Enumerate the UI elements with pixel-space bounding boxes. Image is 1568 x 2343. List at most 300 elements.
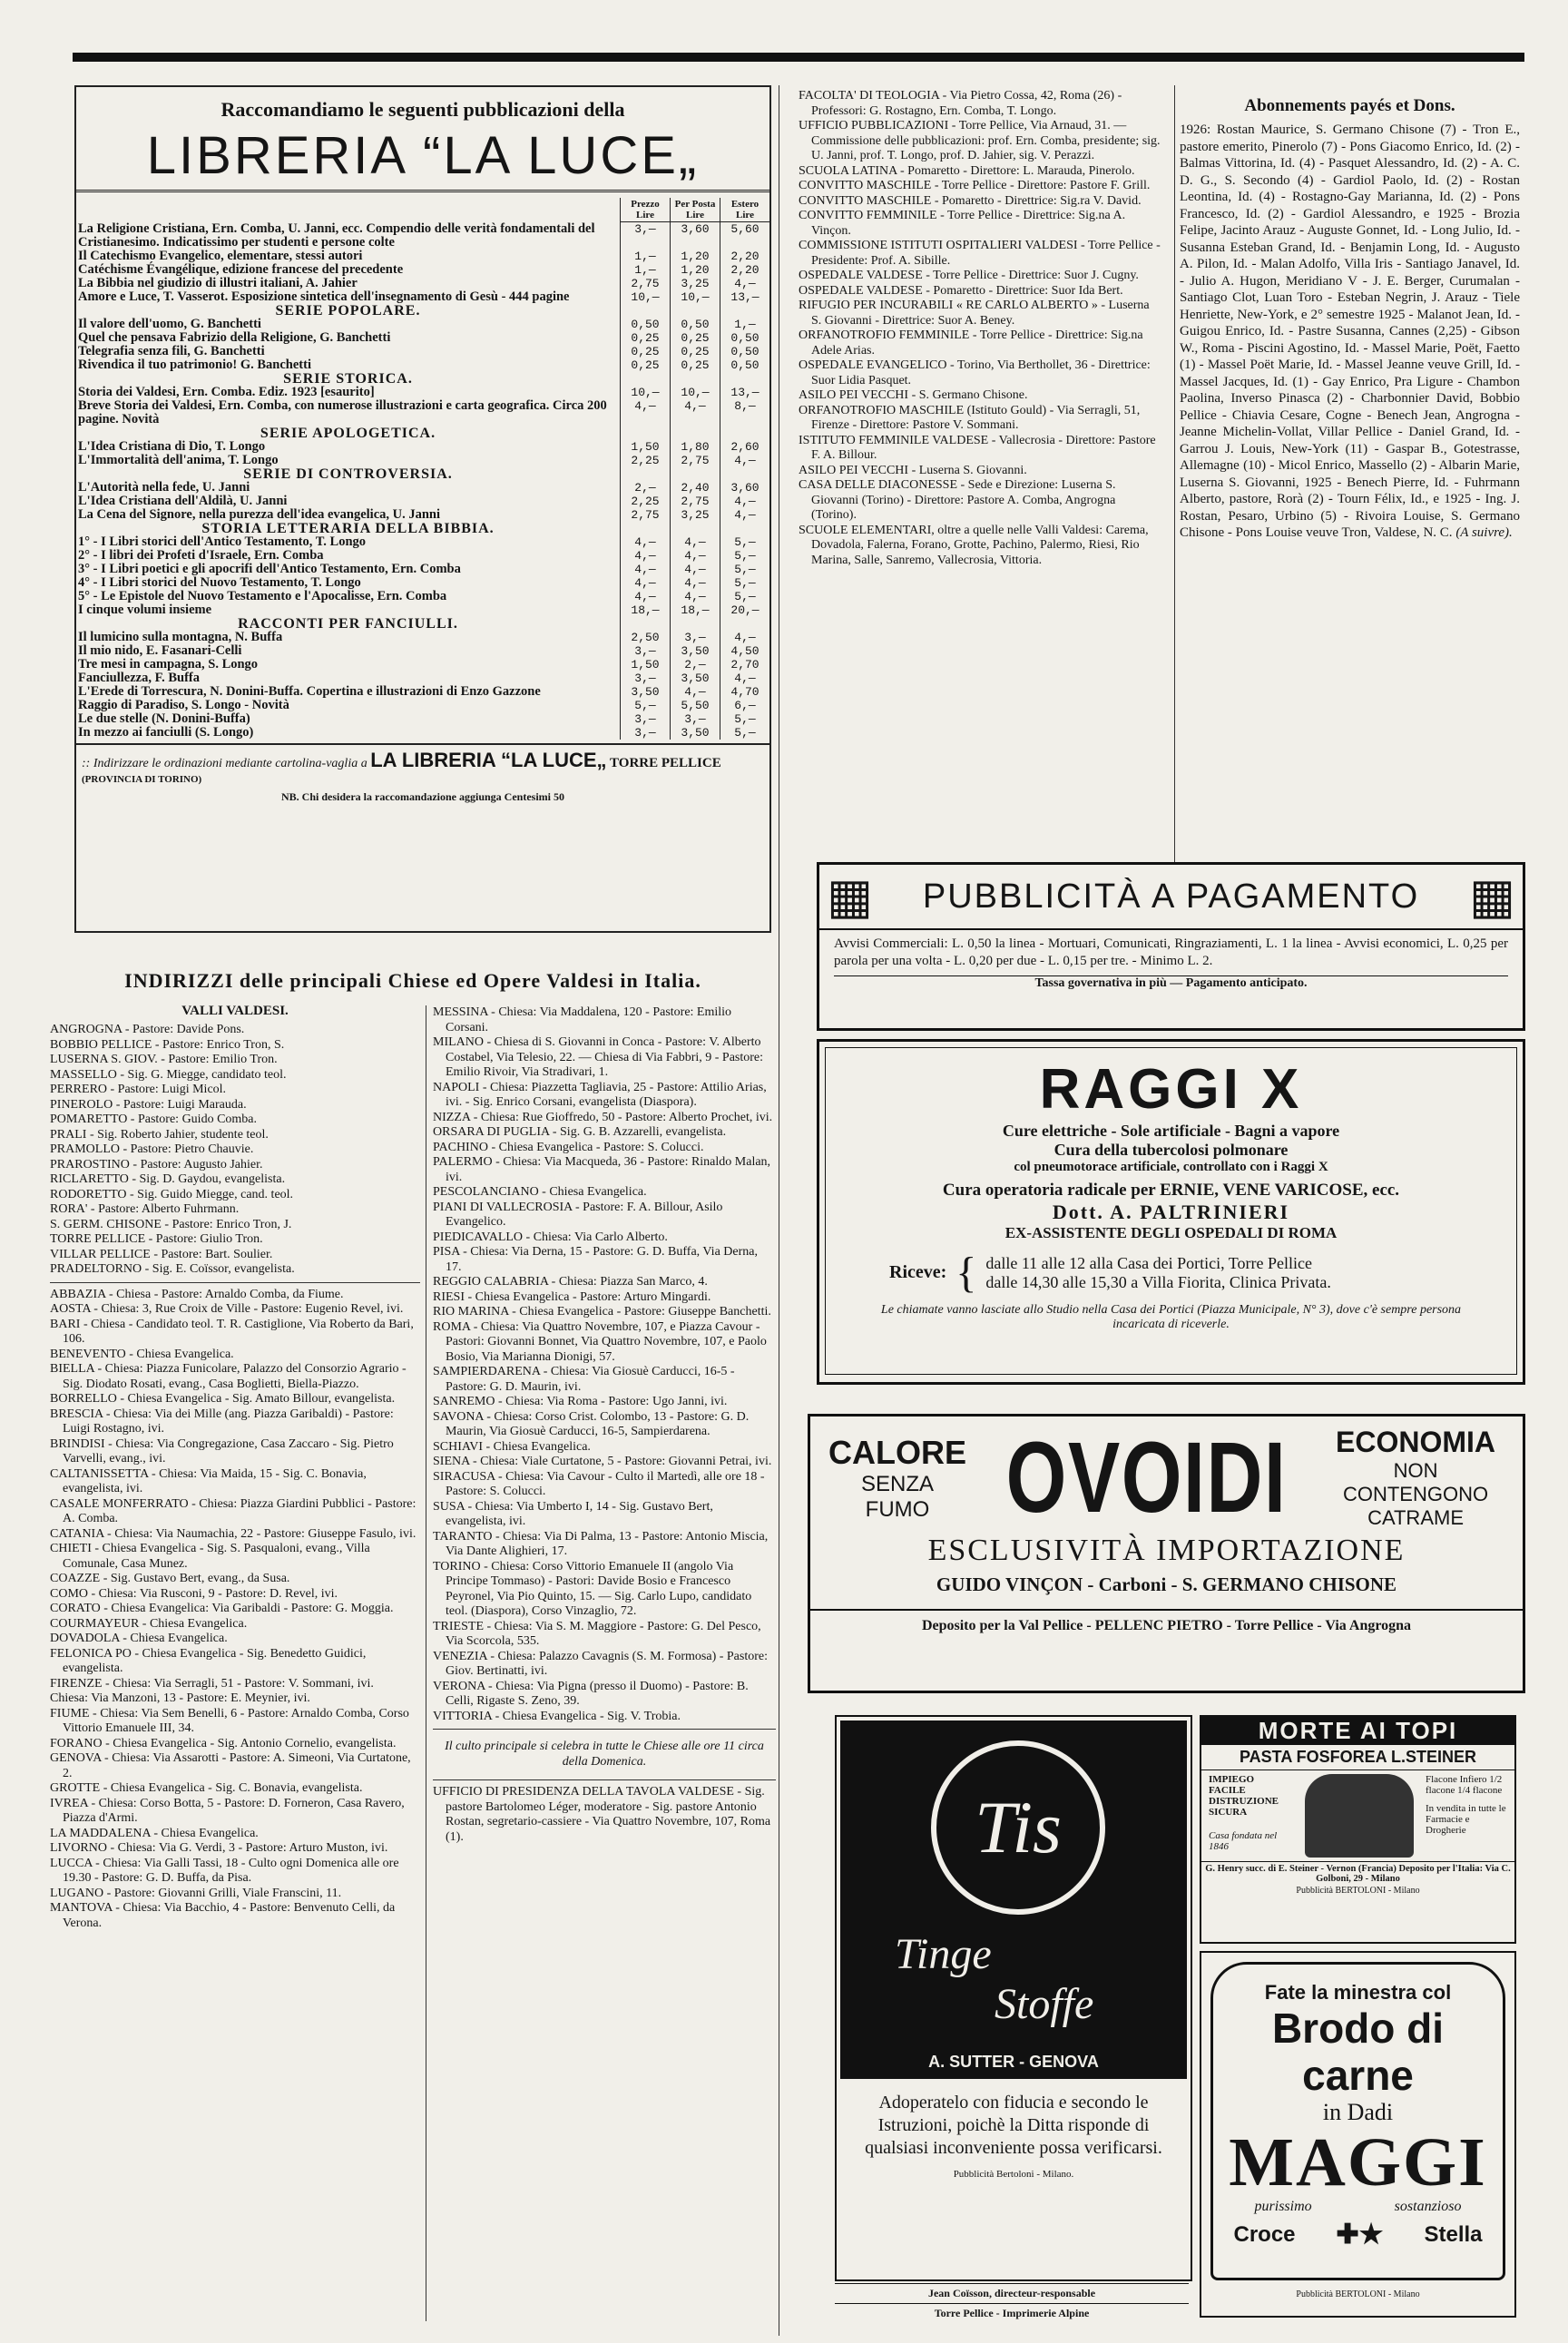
raggi-line-3: col pneumotorace artificiale, controllato con i Raggi X	[1014, 1160, 1328, 1174]
valli-entry: PERRERO - Pastore: Luigi Micol.	[50, 1083, 227, 1096]
price: 4,—	[671, 576, 720, 590]
price: 8,—	[720, 399, 770, 426]
price: 5,—	[720, 563, 770, 576]
chiesa-entry: COURMAYEUR - Chiesa Evangelica.	[50, 1616, 248, 1631]
chiesa-entry: RIESI - Chiesa Evangelica - Pastore: Arturo Mingardi.	[433, 1289, 711, 1304]
chiesa-entry: MESSINA - Chiesa: Via Maddalena, 120 - Pastore: Emilio Corsani.	[433, 1005, 732, 1034]
valli-entry: MASSELLO - Sig. G. Miegge, candidato teol.	[50, 1067, 287, 1082]
maggi-sostanzioso: sostanzioso	[1394, 2199, 1462, 2214]
chiesa-entry: BIELLA - Chiesa: Piazza Funicolare, Palazzo del Consorzio Agrario - Sig. Diodato Rosati, evang., Casa Boglietti, Biella-Piazzo.	[50, 1362, 407, 1391]
price: 5,—	[720, 726, 770, 740]
publication-row	[76, 672, 769, 685]
price: 2,75	[671, 454, 720, 467]
maggi-croce: Croce	[1233, 2221, 1296, 2247]
publication-row	[76, 549, 769, 563]
chiesa-entry: AOSTA - Chiesa: 3, Rue Croix de Ville - Pastore: Eugenio Revel, ivi.	[50, 1302, 404, 1316]
chiesa-entry: ORSARA DI PUGLIA - Sig. G. B. Azzarelli, evangelista.	[433, 1125, 727, 1139]
chiesa-entry: SIRACUSA - Chiesa: Via Cavour - Culto il Martedì, alle ore 18 - Pastore: S. Colucci.	[433, 1469, 765, 1498]
opera-entry: OSPEDALE VALDESE - Torre Pellice - Direttrice: Suor J. Cugny.	[799, 269, 1139, 282]
publication-row	[76, 250, 769, 263]
price: 0,50	[720, 345, 770, 358]
price: 3,50	[621, 685, 671, 699]
price: 3,—	[621, 726, 671, 740]
price: 4,—	[720, 277, 770, 290]
price: 3,50	[671, 644, 720, 658]
price: 0,25	[621, 358, 671, 372]
price: 2,—	[621, 481, 671, 495]
section-heading: STORIA LETTERARIA DELLA BIBBIA.	[201, 520, 495, 536]
publication-title: Il mio nido, E. Fasanari-Celli	[78, 642, 242, 658]
publication-row	[76, 712, 769, 726]
publication-row	[76, 277, 769, 290]
opera-entry: COMMISSIONE ISTITUTI OSPITALIERI VALDESI - Torre Pellice - Presidente: Prof. A. Sibille.	[799, 239, 1161, 268]
publication-title: L'Idea Cristiana dell'Aldilà, U. Janni	[78, 493, 288, 508]
topi-fondata: Casa fondata nel 1846	[1209, 1830, 1278, 1852]
publication-title: Breve Storia dei Valdesi, Ern. Comba, con numerose illustrazioni e carta geografica. Circa 200 pagine. Novità	[78, 397, 607, 426]
valli-entry: ANGROGNA - Pastore: Davide Pons.	[50, 1023, 245, 1036]
price: 0,50	[720, 331, 770, 345]
price: 3,—	[621, 222, 671, 250]
price: 4,—	[621, 590, 671, 603]
chiesa-entry: SCHIAVI - Chiesa Evangelica.	[433, 1439, 591, 1454]
valli-title: VALLI VALDESI.	[181, 1004, 289, 1018]
price: 3,—	[671, 631, 720, 644]
price: 4,—	[621, 563, 671, 576]
topi-title: MORTE AI TOPI	[1201, 1717, 1514, 1745]
chiesa-entry: SUSA - Chiesa: Via Umberto I, 14 - Sig. Gustavo Bert, evangelista, ivi.	[433, 1499, 713, 1528]
price: 2,25	[621, 495, 671, 508]
libreria-name: LA LIBRERIA “LA LUCE„	[370, 748, 607, 771]
publication-row	[76, 481, 769, 495]
chiesa-entry: NIZZA - Chiesa: Rue Gioffredo, 50 - Pastore: Alberto Prochet, ivi.	[433, 1110, 773, 1124]
valli-entry: RORA' - Pastore: Alberto Fuhrmann.	[50, 1202, 240, 1216]
price: 6,—	[720, 699, 770, 712]
publication-title: In mezzo ai fanciulli (S. Longo)	[78, 724, 254, 740]
price: 20,—	[720, 603, 770, 617]
ornament-left-icon: ▦	[827, 869, 874, 924]
opera-entry: OSPEDALE EVANGELICO - Torino, Via Berthollet, 36 - Direttrice: Suor Lidia Pasquet.	[799, 358, 1151, 387]
price: 3,60	[720, 481, 770, 495]
publication-title: La Cena del Signore, nella purezza dell'idea evangelica, U. Janni	[78, 506, 441, 522]
nb-note: NB. Chi desidera la raccomandazione aggiunga Centesimi 50	[281, 789, 564, 803]
abbonamenti-title: Abonnements payés et Dons.	[1244, 96, 1455, 115]
price: 3,—	[621, 712, 671, 726]
libreria-footer	[76, 743, 769, 790]
chiesa-entry: LUGANO - Pastore: Giovanni Grilli, Viale Franscini, 11.	[50, 1886, 342, 1900]
topi-prices: Flacone Infiero 1/2 flacone 1/4 flacone	[1426, 1774, 1503, 1796]
chiesa-entry: REGGIO CALABRIA - Chiesa: Piazza San Marco, 4.	[433, 1275, 708, 1289]
price: 0,25	[671, 331, 720, 345]
price: 10,—	[671, 386, 720, 399]
ovoidi-senza-fumo: SENZA FUMO	[860, 1471, 934, 1522]
chiesa-entry: SANREMO - Chiesa: Via Roma - Pastore: Ugo Janni, ivi.	[433, 1395, 728, 1408]
topi-credit: Pubblicità BERTOLONI - Milano	[1296, 1886, 1420, 1896]
price: 0,25	[621, 331, 671, 345]
chiesa-entry: MANTOVA - Chiesa: Via Bacchio, 4 - Pastore: Benvenuto Celli, da Verona.	[50, 1901, 396, 1930]
price: 13,—	[720, 290, 770, 304]
ovoidi-deposito: Deposito per la Val Pellice - PELLENC PIETRO - Torre Pellice - Via Angrogna	[810, 1609, 1523, 1634]
chiesa-entry: COAZZE - Sig. Gustavo Bert, evang., da Susa.	[50, 1572, 290, 1585]
opera-entry: CONVITTO MASCHILE - Pomaretto - Direttrice: Sig.ra V. David.	[799, 193, 1142, 208]
valli-entry: PRAMOLLO - Pastore: Pietro Chauvie.	[50, 1142, 254, 1156]
chiesa-entry: PISA - Chiesa: Via Derna, 15 - Pastore: G. D. Buffa, Via Derna, 17.	[433, 1245, 758, 1274]
libreria-place: TORRE PELLICE	[610, 755, 721, 770]
publication-title: 4° - I Libri storici del Nuovo Testamento, T. Longo	[78, 574, 361, 590]
morte-ai-topi-ad	[1200, 1715, 1516, 1944]
publication-row	[76, 222, 769, 250]
col-estero: Estero Lire	[720, 198, 770, 222]
publication-title: Raggio di Paradiso, S. Longo - Novità	[78, 697, 289, 712]
topi-vendita: In vendita in tutte le Farmacie e Drogherie	[1426, 1803, 1506, 1836]
price: 4,—	[720, 454, 770, 467]
maggi-line-1: Fate la minestra col	[1264, 1981, 1452, 2004]
chiesa-entry: FORANO - Chiesa Evangelica - Sig. Antonio Cornelio, evangelista.	[50, 1736, 397, 1750]
a-suivre: (A suivre).	[1455, 525, 1513, 540]
libreria-box	[74, 85, 771, 933]
price: 2,70	[720, 658, 770, 672]
raggi-doctor: Dott. A. PALTRINIERI	[1052, 1201, 1290, 1223]
price: 2,75	[621, 508, 671, 522]
price: 5,—	[720, 549, 770, 563]
price: 10,—	[671, 290, 720, 304]
colophon-printer: Torre Pellice - Imprimerie Alpine	[934, 2307, 1090, 2319]
pubblicita-tassa: Tassa governativa in più — Pagamento anticipato.	[834, 975, 1508, 991]
publication-title: L'Immortalità dell'anima, T. Longo	[78, 452, 279, 467]
publication-row	[76, 535, 769, 549]
opera-entry: ASILO PEI VECCHI - Luserna S. Giovanni.	[799, 463, 1027, 477]
opera-entry: FACOLTA' DI TEOLOGIA - Via Pietro Cossa, 42, Roma (26) - Professori: G. Rostagno, Ern. Comba, T. Longo.	[799, 89, 1122, 118]
opera-entry: ORFANOTROFIO MASCHILE (Istituto Gould) - Via Serragli, 51, Firenze - Direttore: Pastore V. Sommani.	[799, 403, 1141, 432]
valli-entry: LUSERNA S. GIOV. - Pastore: Emilio Tron.	[50, 1053, 278, 1066]
colophon-director: Jean Coïsson, directeur-responsable	[835, 2283, 1189, 2304]
opera-entry: RIFUGIO PER INCURABILI « RE CARLO ALBERTO » - Luserna S. Giovanni - Direttrice: Suor A. Beney.	[799, 299, 1150, 328]
price: 2,25	[621, 454, 671, 467]
price: 2,75	[671, 495, 720, 508]
price: 4,—	[671, 549, 720, 563]
publication-title: Le due stelle (N. Donini-Buffa)	[78, 711, 250, 726]
price: 3,—	[621, 644, 671, 658]
publication-title: Tre mesi in campagna, S. Longo	[78, 656, 259, 672]
chiesa-entry: VERONA - Chiesa: Via Pigna (presso il Duomo) - Pastore: B. Celli, Rigaste S. Zeno, 39.	[433, 1679, 749, 1708]
chiesa-entry: FIUME - Chiesa: Via Sem Benelli, 6 - Pastore: Arnaldo Comba, Corso Vittorio Emanuele III, 34.	[50, 1706, 409, 1735]
culto-note: Il culto principale si celebra in tutte le Chiese alle ore 11 circa della Domenica.	[445, 1740, 764, 1769]
publication-title: Quel che pensava Fabrizio della Religione, G. Banchetti	[78, 329, 391, 345]
publication-title: Amore e Luce, T. Vasserot. Esposizione sintetica dell'insegnamento di Gesù - 444 pagine	[78, 289, 570, 304]
price: 5,—	[720, 576, 770, 590]
ovoidi-guido: GUIDO VINÇON - Carboni - S. GERMANO CHISONE	[936, 1573, 1397, 1595]
ornament-right-icon: ▦	[1468, 869, 1515, 924]
chiesa-entry: RIO MARINA - Chiesa Evangelica - Pastore: Giuseppe Banchetti.	[433, 1305, 771, 1319]
price: 5,50	[671, 699, 720, 712]
chiesa-entry: MILANO - Chiesa di S. Giovanni in Conca - Pastore: V. Alberto Costabel, Via Telesio, 22. — Chiesa di Via Fabbri, 9 - Pastore: Emilio Rivoir, Via Stradivari, 1.	[433, 1035, 764, 1079]
indirizzi-title: INDIRIZZI delle principali Chiese ed Opere Valdesi in Italia.	[124, 969, 701, 992]
indirizzi-section	[50, 969, 776, 2330]
section-heading: SERIE POPOLARE.	[275, 302, 421, 319]
publication-title: Fanciullezza, F. Buffa	[78, 670, 200, 685]
price: 0,25	[671, 345, 720, 358]
price: 1,50	[621, 440, 671, 454]
chiesa-entry: PESCOLANCIANO - Chiesa Evangelica.	[433, 1185, 647, 1199]
maggi-purissimo: purissimo	[1254, 2199, 1312, 2214]
raggi-doctor-sub: EX-ASSISTENTE DEGLI OSPEDALI DI ROMA	[1004, 1224, 1338, 1241]
chiesa-entry: CALTANISSETTA - Chiesa: Via Maida, 15 - Sig. C. Bonavia, evangelista, ivi.	[50, 1466, 367, 1495]
tis-script-1: Tinge	[895, 1930, 992, 1978]
ovoidi-catrame: CATRAME	[1367, 1506, 1464, 1529]
publication-row	[76, 590, 769, 603]
raggi-orario-2: dalle 14,30 alle 15,30 a Villa Fiorita, Clinica Privata.	[985, 1272, 1331, 1291]
price: 4,—	[720, 508, 770, 522]
col-prezzo: Prezzo Lire	[621, 198, 671, 222]
libreria-title: LIBRERIA “LA LUCE„	[76, 125, 769, 192]
raggi-line-4: Cura operatoria radicale per ERNIE, VENE VARICOSE, ecc.	[942, 1181, 1400, 1200]
valli-entry: VILLAR PELLICE - Pastore: Bart. Soulier.	[50, 1247, 273, 1261]
chiesa-entry: PALERMO - Chiesa: Via Macqueda, 36 - Pastore: Rinaldo Malan, ivi.	[433, 1155, 771, 1184]
chiesa-entry: SAVONA - Chiesa: Corso Crist. Colombo, 13 - Pastore: G. D. Maurin, Via Giosuè Carducci, 16-5, Sampierdarena.	[433, 1409, 750, 1438]
price: 18,—	[671, 603, 720, 617]
price: 1,—	[621, 250, 671, 263]
raggi-line-2: Cura della tubercolosi polmonare	[1054, 1141, 1289, 1159]
publication-row	[76, 399, 769, 426]
publication-title: Il Catechismo Evangelico, elementare, stessi autori	[78, 248, 363, 263]
price: 4,—	[671, 535, 720, 549]
libreria-heading: Raccomandiamo le seguenti pubblicazioni della	[220, 98, 625, 121]
rat-image-icon	[1305, 1774, 1414, 1858]
chiesa-entry: BORRELLO - Chiesa Evangelica - Sig. Amato Billour, evangelista.	[50, 1392, 396, 1406]
publication-row	[76, 603, 769, 617]
price: 0,50	[720, 358, 770, 372]
price: 4,50	[720, 644, 770, 658]
chiesa-entry: ROMA - Chiesa: Via Quattro Novembre, 107, e Piazza Cavour - Pastori: Giovanni Bonnet, Via Quattro Novembre, 107, e Paolo Bosio, Via Marianna Dionigi, 57.	[433, 1319, 767, 1364]
chiesa-entry: BRESCIA - Chiesa: Via dei Mille (ang. Piazza Garibaldi) - Pastore: Luigi Rostagno, ivi.	[50, 1407, 394, 1436]
chiesa-entry: DOVADOLA - Chiesa Evangelica.	[50, 1632, 228, 1645]
valli-entry: PINEROLO - Pastore: Luigi Marauda.	[50, 1097, 247, 1112]
opera-entry: UFFICIO PUBBLICAZIONI - Torre Pellice, Via Arnaud, 31. — Commissione delle pubblicazioni: prof. Ern. Comba, presidente; sig. U. Janni, prof. T. Longo, prof. D. Jahier, sig. V. Perazzi.	[799, 119, 1161, 162]
price: 0,50	[621, 318, 671, 331]
publication-row	[76, 358, 769, 372]
col-posta: Per Posta Lire	[671, 198, 720, 222]
opera-entry: OSPEDALE VALDESE - Pomaretto - Direttrice: Suor Ida Bert.	[799, 283, 1123, 298]
price: 5,—	[720, 535, 770, 549]
publication-row	[76, 726, 769, 740]
tis-script-2: Stoffe	[995, 1980, 1094, 2028]
chiesa-entry: Chiesa: Via Manzoni, 13 - Pastore: E. Meynier, ivi.	[50, 1691, 310, 1705]
opera-entry: CONVITTO FEMMINILE - Torre Pellice - Direttrice: Sig.na A. Vinçon.	[799, 209, 1126, 238]
chiesa-entry: CHIETI - Chiesa Evangelica - Sig. S. Pasqualoni, evang., Villa Comunale, Casa Munez.	[50, 1542, 370, 1571]
chiesa-entry: COMO - Chiesa: Via Rusconi, 9 - Pastore: D. Revel, ivi.	[50, 1586, 338, 1601]
topi-brand: PASTA FOSFOREA L.STEINER	[1201, 1745, 1514, 1770]
publication-row	[76, 644, 769, 658]
publication-title: I cinque volumi insieme	[78, 602, 212, 617]
chiesa-entry: FELONICA PO - Chiesa Evangelica - Sig. Benedetto Guidici, evangelista.	[50, 1646, 367, 1675]
chiesa-entry: TORINO - Chiesa: Corso Vittorio Emanuele II (angolo Via Principe Tommaso) - Pastori: Davide Bosio e Francesco Peyronel, Via Pio Quinto, 15. — Sig. Carlo Lupo, candidato teol. (Diaspora), Corso Vinzaglio, 72.	[433, 1559, 752, 1618]
pubblicita-box	[817, 862, 1525, 1031]
price: 4,—	[720, 495, 770, 508]
price: 2,20	[720, 250, 770, 263]
price: 4,—	[621, 576, 671, 590]
tis-text: Adoperatelo con fiducia e secondo le Istruzioni, poichè la Ditta risponde di qualsiasi inconveniente possa verificarsi.	[865, 2093, 1162, 2158]
maggi-credit: Pubblicità BERTOLONI - Milano	[1296, 2289, 1420, 2299]
raggi-note: Le chiamate vanno lasciate allo Studio nella Casa dei Portici (Piazza Municipale, N° 3), dove c'è sempre persona incaricata di riceverle.	[880, 1303, 1462, 1331]
price: 1,50	[621, 658, 671, 672]
price: 5,—	[720, 712, 770, 726]
price: 3,25	[671, 277, 720, 290]
price: 3,—	[671, 712, 720, 726]
chiesa-entry: TRIESTE - Chiesa: Via S. M. Maggiore - Pastore: G. Del Pesco, Via Scorcola, 535.	[433, 1619, 761, 1648]
price: 3,—	[621, 672, 671, 685]
valli-entry: POMARETTO - Pastore: Guido Comba.	[50, 1113, 258, 1126]
publication-title: La Bibbia nel giudizio di illustri italiani, A. Jahier	[78, 275, 358, 290]
publication-title: Telegrafia senza fili, G. Banchetti	[78, 343, 265, 358]
colophon	[835, 2283, 1189, 2338]
chiesa-entry: LUCCA - Chiesa: Via Galli Tassi, 18 - Culto ogni Domenica alle ore 19.30 - Pastore: G. D. Buffa, da Pisa.	[50, 1856, 399, 1885]
price: 3,60	[671, 222, 720, 250]
opera-entry: ORFANOTROFIO FEMMINILE - Torre Pellice - Direttrice: Sig.na Adele Arias.	[799, 328, 1143, 358]
price: 5,—	[720, 590, 770, 603]
publication-title: Storia dei Valdesi, Ern. Comba. Ediz. 1923 [esaurito]	[78, 384, 375, 399]
opera-entry: SCUOLE ELEMENTARI, oltre a quelle nelle Valli Valdesi: Carema, Dovadola, Falerna, Forano, Grotte, Pachino, Palermo, Riesi, Rio Marina, Salle, Sanremo, Vallecrosia, Vittoria.	[799, 523, 1149, 567]
opere-column	[799, 89, 1161, 878]
cross-star-icon: ✚★	[1336, 2220, 1384, 2250]
ovoidi-esclusivita: ESCLUSIVITÀ IMPORTAZIONE	[927, 1534, 1406, 1567]
section-heading: SERIE DI CONTROVERSIA.	[243, 466, 453, 482]
chiesa-entry: BRINDISI - Chiesa: Via Congregazione, Casa Zaccaro - Sig. Pietro Varvelli, evang., ivi.	[50, 1436, 394, 1466]
raggi-title: RAGGI X	[1039, 1058, 1303, 1121]
publication-title: Il valore dell'uomo, G. Banchetti	[78, 316, 261, 331]
maggi-stella: Stella	[1424, 2221, 1483, 2247]
maggi-line-3: in Dadi	[1322, 2099, 1394, 2125]
tis-credit: Pubblicità Bertoloni - Milano.	[953, 2169, 1074, 2180]
price: 4,—	[720, 672, 770, 685]
raggi-orario-1: dalle 11 alle 12 alla Casa dei Portici, Torre Pellice	[985, 1253, 1312, 1272]
chiesa-entry: CASALE MONFERRATO - Chiesa: Piazza Giardini Pubblici - Pastore: A. Comba.	[50, 1496, 416, 1525]
publication-row	[76, 576, 769, 590]
publication-title: Rivendica il tuo patrimonio! G. Banchetti	[78, 357, 311, 372]
publication-row	[76, 631, 769, 644]
publication-row	[76, 563, 769, 576]
abbonamenti-column	[1180, 94, 1520, 875]
chiesa-entry: GENOVA - Chiesa: Via Assarotti - Pastore: A. Simeoni, Via Curtatone, 2.	[50, 1751, 411, 1780]
raggi-line-1: Cure elettriche - Sole artificiale - Bagni a vapore	[1002, 1122, 1340, 1140]
chiesa-entry: SAMPIERDARENA - Chiesa: Via Giosuè Carducci, 16-5 - Pastore: G. D. Maurin, ivi.	[433, 1365, 735, 1394]
price: 2,50	[621, 631, 671, 644]
valli-entry: RICLARETTO - Sig. D. Gaydou, evangelista.	[50, 1172, 286, 1186]
publication-title: L'Erede di Torrescura, N. Donini-Buffa. Copertina e illustrazioni di Enzo Gazzone	[78, 683, 541, 699]
valli-entry: S. GERM. CHISONE - Pastore: Enrico Tron, J.	[50, 1217, 292, 1231]
price: 4,—	[671, 685, 720, 699]
chiesa-entry: SIENA - Chiesa: Viale Curtatone, 5 - Pastore: Giovanni Petrai, ivi.	[433, 1455, 772, 1468]
opera-entry: CONVITTO MASCHILE - Torre Pellice - Direttore: Pastore F. Grill.	[799, 179, 1151, 192]
publication-row	[76, 658, 769, 672]
price: 10,—	[621, 386, 671, 399]
price: 5,—	[621, 699, 671, 712]
opera-entry: CASA DELLE DIACONESSE - Sede e Direzione: Luserna S. Giovanni (Torino) - Direttore: Pastore A. Comba, Angrogna (Torino).	[799, 478, 1116, 522]
price: 4,—	[621, 535, 671, 549]
indirizzi-col-2	[433, 1005, 776, 1845]
ovoidi-non-contengono: NON CONTENGONO	[1342, 1459, 1489, 1505]
tis-company: A. SUTTER - GENOVA	[928, 2053, 1099, 2071]
chiesa-entry: VITTORIA - Chiesa Evangelica - Sig. V. Trobia.	[433, 1709, 681, 1723]
price: 4,70	[720, 685, 770, 699]
price: 2,40	[671, 481, 720, 495]
price: 1,—	[720, 318, 770, 331]
publication-title: L'Autorità nella fede, U. Janni	[78, 479, 250, 495]
publication-title: 1° - I Libri storici dell'Antico Testamento, T. Longo	[78, 534, 367, 549]
tis-logo: Tis	[931, 1740, 1105, 1915]
price: 1,20	[671, 250, 720, 263]
publication-row	[76, 318, 769, 331]
price: 4,—	[671, 563, 720, 576]
price: 0,50	[671, 318, 720, 331]
chiesa-entry: PIEDICAVALLO - Chiesa: Via Carlo Alberto.	[433, 1230, 668, 1244]
chiesa-entry: BENEVENTO - Chiesa Evangelica.	[50, 1347, 234, 1361]
publication-title: 2° - I libri dei Profeti d'Israele, Ern. Comba	[78, 547, 324, 563]
publication-title: 3° - I Libri poetici e gli apocrifi dell'Antico Testamento, Ern. Comba	[78, 561, 461, 576]
publication-row	[76, 345, 769, 358]
publications-table	[76, 198, 769, 740]
price: 3,50	[671, 672, 720, 685]
price: 18,—	[621, 603, 671, 617]
pubblicita-text: Avvisi Commerciali: L. 0,50 la linea - Mortuari, Comunicati, Ringraziamenti, L. 1 la linea - Avvisi economici, L. 0,25 per parola per una volta - L. 0,20 per due - L. 0,15 per tre. - Minimo L. 2.	[834, 936, 1508, 968]
maggi-brand: MAGGI	[1229, 2124, 1487, 2201]
publication-row	[76, 508, 769, 522]
publication-title: 5° - Le Epistole del Nuovo Testamento e l'Apocalisse, Ern. Comba	[78, 588, 447, 603]
publication-row	[76, 454, 769, 467]
price: 2,75	[621, 277, 671, 290]
maggi-line-2: Brodo di carne	[1271, 2005, 1445, 2099]
opera-entry: SCUOLA LATINA - Pomaretto - Direttore: L. Marauda, Pinerolo.	[799, 163, 1135, 178]
publication-row	[76, 263, 769, 277]
valli-entry: RODORETTO - Sig. Guido Miegge, cand. teol.	[50, 1187, 294, 1201]
chiesa-entry: PACHINO - Chiesa Evangelica - Pastore: S. Colucci.	[433, 1140, 704, 1154]
price: 1,20	[671, 263, 720, 277]
price: 4,—	[671, 590, 720, 603]
publication-row	[76, 290, 769, 304]
publication-title: La Religione Cristiana, Ern. Comba, U. Janni, ecc. Compendio delle verità fondamentali del Cristianesimo. Indicatissimo per studenti e persone colte	[78, 221, 595, 250]
ovoidi-brand: OVOIDI	[1005, 1421, 1288, 1534]
ovoidi-calore: CALORE	[828, 1433, 966, 1471]
tis-ad	[835, 1715, 1192, 2281]
opera-entry: ASILO PEI VECCHI - S. Germano Chisone.	[799, 388, 1028, 402]
chiesa-entry: NAPOLI - Chiesa: Piazzetta Tagliavia, 25 - Pastore: Attilio Arias, ivi. - Sig. Enrico Corsani, evangelista (Diaspora).	[433, 1080, 767, 1109]
price: 2,—	[671, 658, 720, 672]
publication-row	[76, 699, 769, 712]
publication-row	[76, 386, 769, 399]
valli-entry: PRAROSTINO - Pastore: Augusto Jahier.	[50, 1157, 263, 1172]
price: 1,80	[671, 440, 720, 454]
valli-entry: BOBBIO PELLICE - Pastore: Enrico Tron, S.	[50, 1037, 285, 1052]
chiesa-entry: CORATO - Chiesa Evangelica: Via Garibaldi - Pastore: G. Moggia.	[50, 1602, 394, 1615]
price: 0,25	[671, 358, 720, 372]
chiesa-entry: GROTTE - Chiesa Evangelica - Sig. C. Bonavia, evangelista.	[50, 1781, 363, 1795]
publication-title: Catéchisme Évangélique, edizione francese del precedente	[78, 261, 404, 277]
order-instructions: :: Indirizzare le ordinazioni mediante cartolina-vaglia a	[82, 756, 368, 770]
chiesa-entry: CATANIA - Chiesa: Via Naumachia, 22 - Pastore: Giuseppe Fasulo, ivi.	[50, 1526, 416, 1541]
price: 2,60	[720, 440, 770, 454]
price: 0,25	[621, 345, 671, 358]
raggi-x-ad: RAGGI X Cure elettriche - Sole artificiale - Bagni a vapore Cura della tubercolosi polmonare col pneumotorace artificiale, controllato con i Raggi X Cura operatoria radicale per ERNIE, VENE VARICOSE, ecc. Dott. A. PALTRINIERI EX-ASSISTENTE DEGLI OSPEDALI DI ROMA Riceve: { dalle 11 alle 12 alla Casa dei Portici, Torre Pellice dalle 14,30 alle 15,30 a Villa Fiorita, Clinica Privata. Le chiamate vanno lasciate allo Studio nella Casa dei Portici (Piazza Municipale, N° 3), dove c'è sempre persona incaricata di riceverle.	[817, 1039, 1525, 1385]
ufficio-presidenza: UFFICIO DI PRESIDENZA DELLA TAVOLA VALDESE - Sig. pastore Bartolomeo Léger, moderatore - Sig. pastore Antonio Rostan, segretario-cassiere - Via Quattro Novembre, 107, Roma (1).	[433, 1785, 771, 1844]
valli-entry: PRADELTORNO - Sig. E. Coïssor, evangelista.	[50, 1262, 295, 1276]
chiesa-entry: ABBAZIA - Chiesa - Pastore: Arnaldo Comba, da Fiume.	[50, 1287, 344, 1301]
raggi-riceve: Riceve:	[889, 1262, 947, 1282]
publication-row	[76, 440, 769, 454]
publication-row	[76, 495, 769, 508]
chiesa-entry: PIANI DI VALLECROSIA - Pastore: F. A. Billour, Asilo Evangelico.	[433, 1200, 723, 1229]
price: 4,—	[621, 549, 671, 563]
publication-title: Il lumicino sulla montagna, N. Buffa	[78, 629, 283, 644]
chiesa-entry: FIRENZE - Chiesa: Via Serragli, 51 - Pastore: V. Sommani, ivi.	[50, 1676, 374, 1691]
chiesa-entry: LIVORNO - Chiesa: Via G. Verdi, 3 - Pastore: Arturo Muston, ivi.	[50, 1841, 388, 1855]
